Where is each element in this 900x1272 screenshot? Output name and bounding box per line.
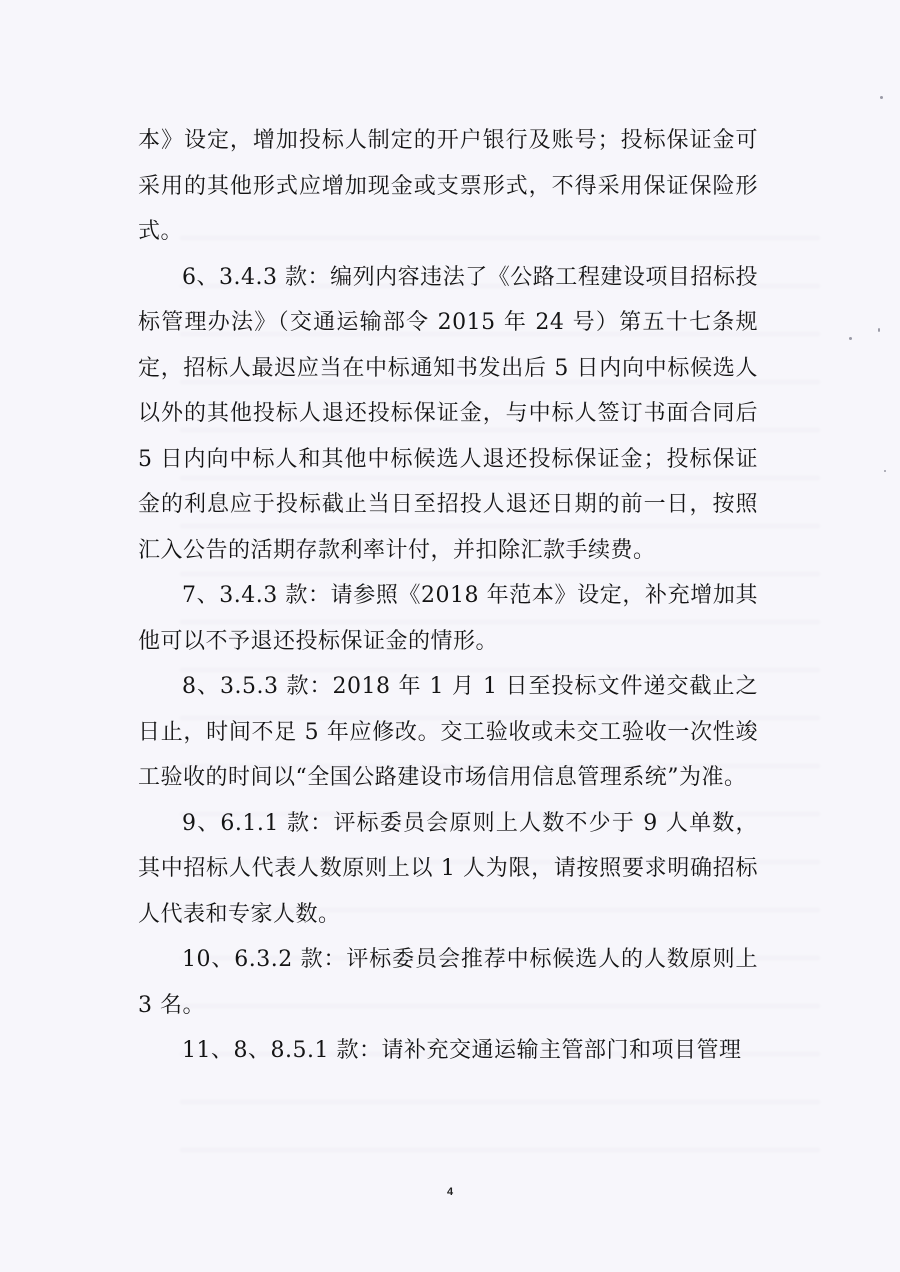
page-number: 4 — [446, 1186, 454, 1198]
paragraph-continuation: 本》设定，增加投标人制定的开户银行及账号；投标保证金可采用的其他形式应增加现金或支票形式，不得采用保证保险形式。 — [138, 128, 758, 244]
paragraph-item-8: 8、3.5.3 款：2018 年 1 月 1 日至投标文件递交截止之日止，时间不足 5 年应修改。交工验收或未交工验收一次性竣工验收的时间以“全国公路建设市场信用信息管理系统”为准。 — [138, 674, 758, 790]
scan-speck — [878, 328, 880, 332]
paragraph-item-10: 10、6.3.2 款：评标委员会推荐中标候选人的人数原则上 3 名。 — [138, 947, 758, 1018]
paragraph-item-7: 7、3.4.3 款：请参照《2018 年范本》设定，补充增加其他可以不予退还投标保证金的情形。 — [138, 583, 758, 654]
scan-speck — [884, 470, 886, 472]
scan-speck — [849, 337, 852, 340]
paragraph-item-6: 6、3.4.3 款：编列内容违法了《公路工程建设项目招标投标管理办法》（交通运输部令 2015 年 24 号）第五十七条规定，招标人最迟应当在中标通知书发出后 5 日内向中标候选人以外的其他投标人退还投标保证金，与中标人签订书面合同后 5 日内向中标人和其他中标候选人退还投标保证金；投标保证金的利息应于投标截止当日至招投人退还日期的前一日，按照汇入公告的活期存款利率计付，并扣除汇款手续费。 — [138, 264, 758, 563]
body-text — [138, 118, 758, 1074]
scan-speck — [880, 96, 883, 99]
paragraph-item-9: 9、6.1.1 款：评标委员会原则上人数不少于 9 人单数，其中招标人代表人数原则上以 1 人为限，请按照要求明确招标人代表和专家人数。 — [138, 810, 758, 927]
paragraph-item-11: 11、8、8.5.1 款：请补充交通运输主管部门和项目管理 — [182, 1038, 742, 1063]
